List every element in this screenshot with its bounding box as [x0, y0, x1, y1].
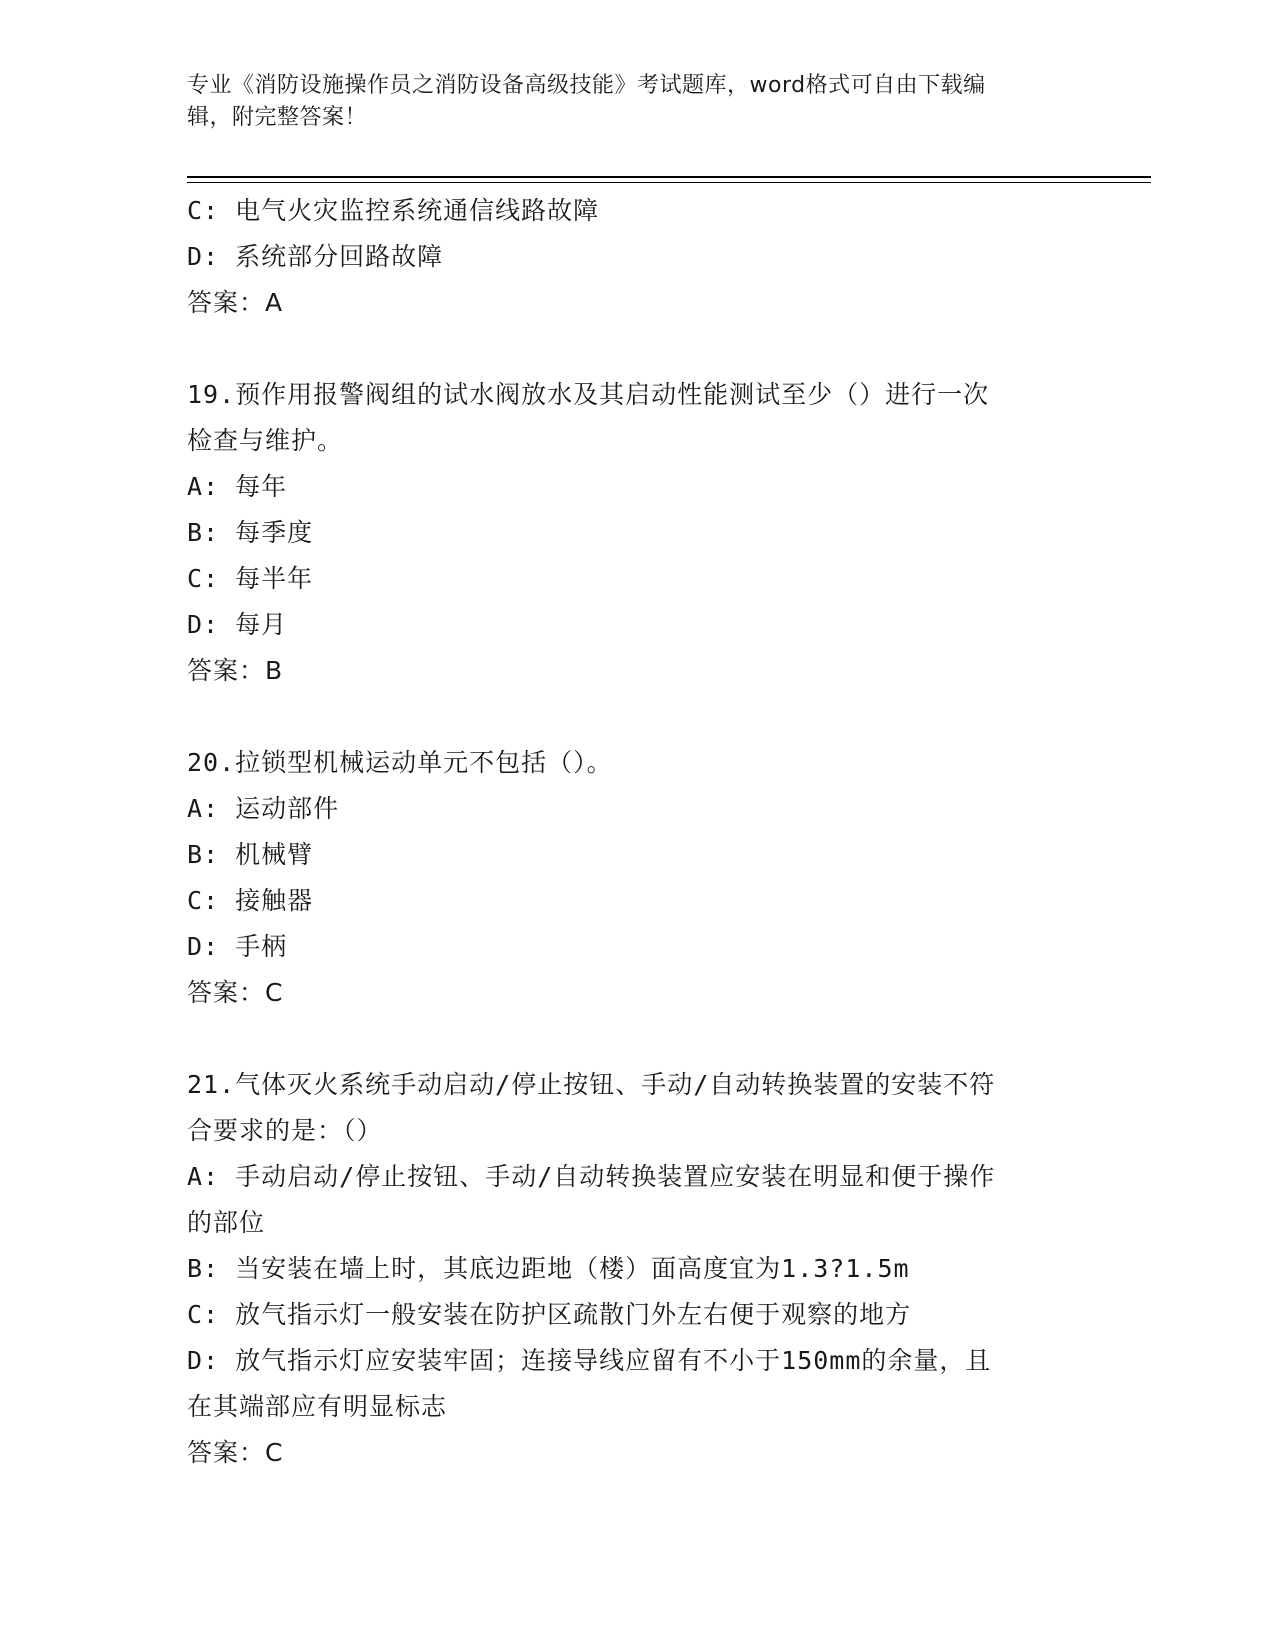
question-21 [187, 1062, 1087, 1476]
question-19 [187, 372, 1087, 694]
option-a-cont: 的部位 [187, 1208, 266, 1237]
spacer [187, 694, 1087, 740]
question-20 [187, 740, 1087, 1016]
question-18-tail [187, 188, 1087, 326]
option-d: D: 系统部分回路故障 [187, 242, 444, 271]
option-b: B: 当安装在墙上时，其底边距地（楼）面高度宜为1.3?1.5m [187, 1254, 910, 1283]
option-c: C: 放气指示灯一般安装在防护区疏散门外左右便于观察的地方 [187, 1300, 912, 1329]
option-c: C: 每半年 [187, 564, 314, 593]
question-stem: 20.拉锁型机械运动单元不包括（）。 [187, 748, 613, 777]
question-list [187, 188, 1087, 1476]
question-stem-cont: 合要求的是：（） [187, 1116, 383, 1145]
header-divider-thin [187, 182, 1151, 183]
question-stem-cont: 检查与维护。 [187, 426, 344, 455]
answer-line: 答案：C [187, 1438, 284, 1467]
option-a: A: 手动启动/停止按钮、手动/自动转换装置应安装在明显和便于操作 [187, 1162, 996, 1191]
spacer [187, 1016, 1087, 1062]
option-a: A: 运动部件 [187, 794, 340, 823]
header-line-2: 辑，附完整答案！ [187, 105, 368, 130]
answer-line: 答案：C [187, 978, 284, 1007]
option-a: A: 每年 [187, 472, 288, 501]
option-d-cont: 在其端部应有明显标志 [187, 1392, 448, 1421]
option-b: B: 每季度 [187, 518, 314, 547]
option-c: C: 电气火灾监控系统通信线路故障 [187, 196, 600, 225]
answer-line: 答案：B [187, 656, 284, 685]
header-divider-thick [187, 176, 1151, 178]
question-stem: 21.气体灭火系统手动启动/停止按钮、手动/自动转换装置的安装不符 [187, 1070, 996, 1099]
question-stem: 19.预作用报警阀组的试水阀放水及其启动性能测试至少（）进行一次 [187, 380, 990, 409]
option-d: D: 手柄 [187, 932, 288, 961]
option-b: B: 机械臂 [187, 840, 314, 869]
answer-line: 答案：A [187, 288, 284, 317]
option-c: C: 接触器 [187, 886, 314, 915]
option-d: D: 每月 [187, 610, 288, 639]
option-d: D: 放气指示灯应安装牢固；连接导线应留有不小于150mm的余量，且 [187, 1346, 992, 1375]
spacer [187, 326, 1087, 372]
header-line-1: 专业《消防设施操作员之消防设备高级技能》考试题库，word格式可自由下载编 [187, 73, 986, 98]
document-header [187, 70, 1077, 134]
